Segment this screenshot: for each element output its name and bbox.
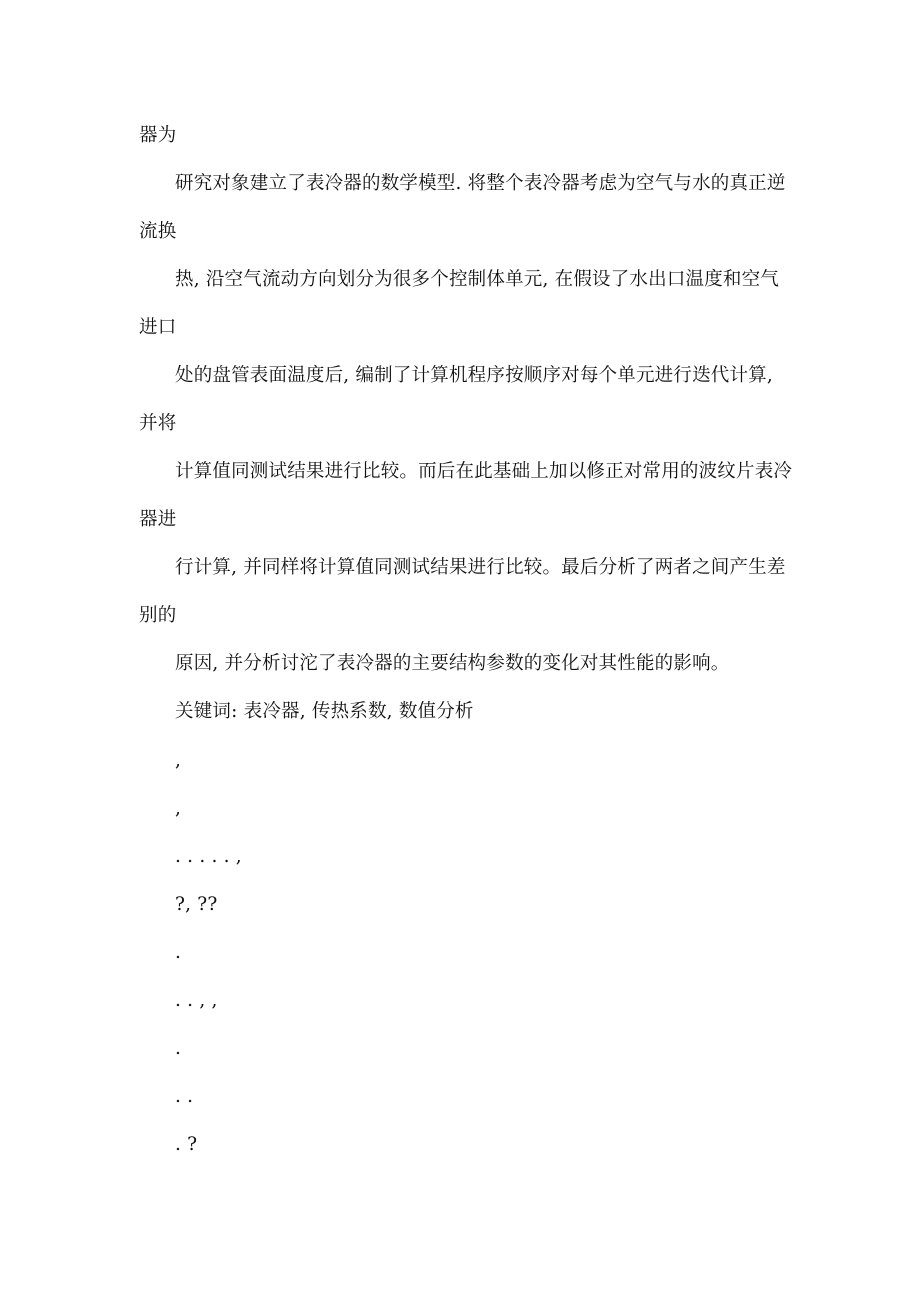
text-line-14: , <box>175 750 182 771</box>
text-line-7: 并将 <box>139 413 177 434</box>
text-line-22: . ? <box>175 1134 198 1155</box>
text-line-12: 原因, 并分析讨沱了表冷器的主要结构参数的变化对其性能的影响。 <box>175 653 730 674</box>
text-line-15: , <box>175 798 182 819</box>
text-line-3: 流换 <box>139 221 177 242</box>
text-line-16: . . . . . , <box>175 846 242 867</box>
text-line-11: 别的 <box>139 605 177 626</box>
text-line-8: 计算值同测试结果进行比较。而后在此基础上加以修正对常用的波纹片表冷 <box>175 461 793 482</box>
text-line-9: 器进 <box>139 509 177 530</box>
keywords-line: 关键词: 表冷器, 传热系数, 数值分析 <box>175 701 474 722</box>
text-line-4: 热, 沿空气流动方向划分为很多个控制体单元, 在假设了水出口温度和空气 <box>175 269 780 290</box>
text-line-18: . <box>175 942 182 963</box>
text-line-5: 进口 <box>139 317 177 338</box>
text-line-21: . . <box>175 1086 194 1107</box>
text-line-1: 器为 <box>139 125 177 146</box>
text-line-17: ?, ?? <box>175 894 218 915</box>
text-line-2: 研究对象建立了表冷器的数学模型. 将整个表冷器考虑为空气与水的真正逆 <box>175 173 786 194</box>
text-line-10: 行计算, 并同样将计算值同测试结果进行比较。最后分析了两者之间产生差 <box>175 557 786 578</box>
text-line-20: . <box>175 1038 182 1059</box>
text-line-6: 处的盘管表面温度后, 编制了计算机程序按顺序对每个单元进行迭代计算, <box>175 365 773 386</box>
text-line-19: . . , , <box>175 990 218 1011</box>
